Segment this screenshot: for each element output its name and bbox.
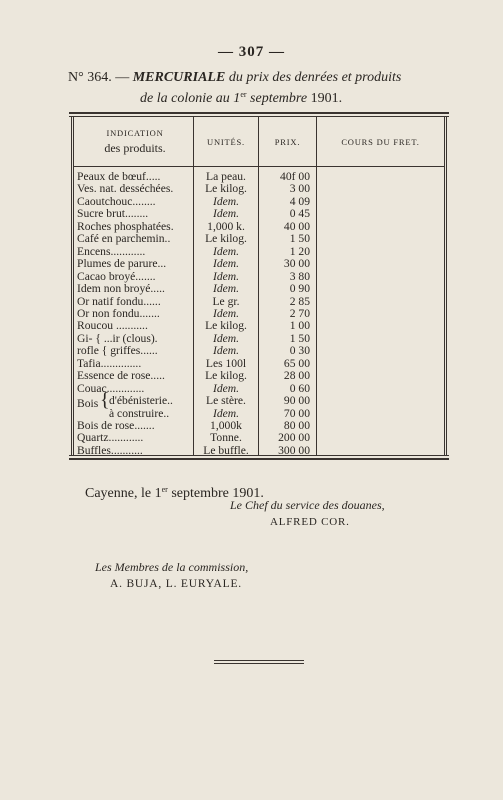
commission-members: A. BUJA, L. EURYALE. <box>110 578 242 590</box>
row-price: 4 09 <box>289 194 310 208</box>
row-label: Bois de rose....... <box>77 419 155 432</box>
bois-group-label: Bois <box>77 397 99 410</box>
title-line2-mid: septembre <box>246 91 311 106</box>
row-unit: 1,000 k. <box>207 219 245 233</box>
right-border <box>444 117 445 455</box>
row-unit: Idem. <box>212 344 240 358</box>
row-unit: Le gr. <box>212 294 240 308</box>
row-price: 1 50 <box>289 232 310 246</box>
title-dash: — <box>111 70 133 85</box>
page-number: — 307 — <box>218 44 285 60</box>
document-title-line1 <box>68 70 401 86</box>
row-label: d'ébénisterie.. <box>109 394 173 408</box>
row-label: Plumes de parure... <box>77 257 167 271</box>
row-label: Cacao broyé....... <box>77 269 156 283</box>
row-unit: Idem. <box>212 257 240 271</box>
bois-brace: { <box>100 389 110 411</box>
table-bottom-border <box>69 458 449 460</box>
row-price: 0 45 <box>289 207 310 221</box>
title-rest: du prix des denrées et produits <box>225 70 402 85</box>
row-price: 0 30 <box>289 344 310 358</box>
place-date-pre: Cayenne, le 1 <box>85 486 162 501</box>
row-unit: Le kilog. <box>205 182 247 196</box>
row-label: Peaux de bœuf..... <box>77 170 161 183</box>
row-label: à construire.. <box>109 406 170 420</box>
row-unit: Idem. <box>212 406 240 420</box>
row-label: Quartz............ <box>77 431 144 445</box>
row-price: 30 00 <box>283 257 310 271</box>
header-cours-du-fret: COURS DU FRET. <box>341 137 420 147</box>
table-top-border-inner <box>69 116 449 117</box>
row-price: 2 85 <box>289 294 310 308</box>
document-title-line2 <box>140 90 342 107</box>
row-unit: Idem. <box>212 244 240 258</box>
row-unit: Le kilog. <box>205 319 247 333</box>
row-unit: Idem. <box>212 194 240 208</box>
row-price: 1 50 <box>289 331 310 345</box>
row-label: Sucre brut........ <box>77 207 149 221</box>
row-unit: Idem. <box>212 306 240 320</box>
row-label: Or non fondu....... <box>77 306 160 320</box>
row-label: Tafia.............. <box>77 356 142 370</box>
row-unit: Les 100l <box>205 356 247 370</box>
title-number: N° 364. <box>68 70 112 85</box>
row-label: rofle { griffes...... <box>77 344 158 358</box>
row-label: Caoutchouc........ <box>77 194 156 208</box>
row-price: 90 00 <box>283 394 310 408</box>
signature-name: ALFRED COR. <box>270 516 350 528</box>
row-price: 40f 00 <box>280 170 310 183</box>
row-price: 40 00 <box>283 219 310 233</box>
price-table <box>69 112 449 462</box>
place-date-post: septembre 1901. <box>167 486 264 501</box>
row-unit: Idem. <box>212 331 240 345</box>
header-unites: UNITÉS. <box>207 137 245 147</box>
row-price: 0 90 <box>289 282 310 296</box>
place-date-sup: er <box>161 485 168 494</box>
title-mercuriale: MERCURIALE <box>132 70 226 85</box>
row-price: 80 00 <box>283 419 310 432</box>
left-border-outer <box>71 117 72 455</box>
commission-label: Les Membres de la commission, <box>95 560 249 574</box>
row-label: Gi- { ...ir (clous). <box>77 331 158 345</box>
row-label: Idem non broyé..... <box>77 282 165 296</box>
row-unit: Le stère. <box>206 394 246 408</box>
row-label: Roches phosphatées. <box>77 219 174 233</box>
row-price: 70 00 <box>283 406 310 420</box>
row-price: 0 60 <box>289 381 310 395</box>
row-price: 1 20 <box>289 244 310 258</box>
row-unit: 1,000k <box>210 419 242 432</box>
closing-ornament <box>214 659 304 665</box>
row-label: Or natif fondu...... <box>77 294 161 308</box>
row-unit: Idem. <box>212 381 240 395</box>
title-line2-pre: de la colonie au 1 <box>140 91 241 106</box>
row-label: Roucou ........... <box>77 319 148 333</box>
row-unit: Le kilog. <box>205 232 247 246</box>
title-year: 1901. <box>310 91 343 106</box>
left-border <box>73 117 74 455</box>
row-label: Essence de rose..... <box>77 369 165 383</box>
row-label: Café en parchemin.. <box>77 232 171 246</box>
header-indication: INDICATION <box>106 128 164 138</box>
row-price: 3 00 <box>289 182 310 196</box>
row-price: 1 00 <box>289 319 310 333</box>
row-price: 300 00 <box>278 443 310 457</box>
row-label: Ves. nat. desséchées. <box>77 182 174 196</box>
row-unit: Idem. <box>212 269 240 283</box>
row-price: 200 00 <box>278 431 310 445</box>
row-price: 2 70 <box>289 306 310 320</box>
row-price: 3 80 <box>289 269 310 283</box>
table-top-border <box>69 112 449 114</box>
col-divider-3 <box>316 117 317 455</box>
row-unit: Le kilog. <box>205 369 247 383</box>
header-produits: des produits. <box>104 141 166 155</box>
row-label: Couac............. <box>77 381 145 395</box>
header-prix: PRIX. <box>274 137 301 147</box>
signature-role: Le Chef du service des douanes, <box>230 498 385 512</box>
header-divider <box>74 166 444 167</box>
right-border-outer <box>446 117 447 455</box>
row-price: 28 00 <box>283 369 310 383</box>
title-line2-sup: er <box>240 90 247 99</box>
row-price: 65 00 <box>283 356 310 370</box>
row-unit: Tonne. <box>210 431 242 445</box>
row-label: Buffles........... <box>77 443 143 457</box>
row-unit: Idem. <box>212 207 240 221</box>
row-label: Encens............ <box>77 244 146 258</box>
row-unit: La peau. <box>206 170 246 183</box>
row-unit: Idem. <box>212 282 240 296</box>
row-unit: Le buffle. <box>203 443 249 457</box>
